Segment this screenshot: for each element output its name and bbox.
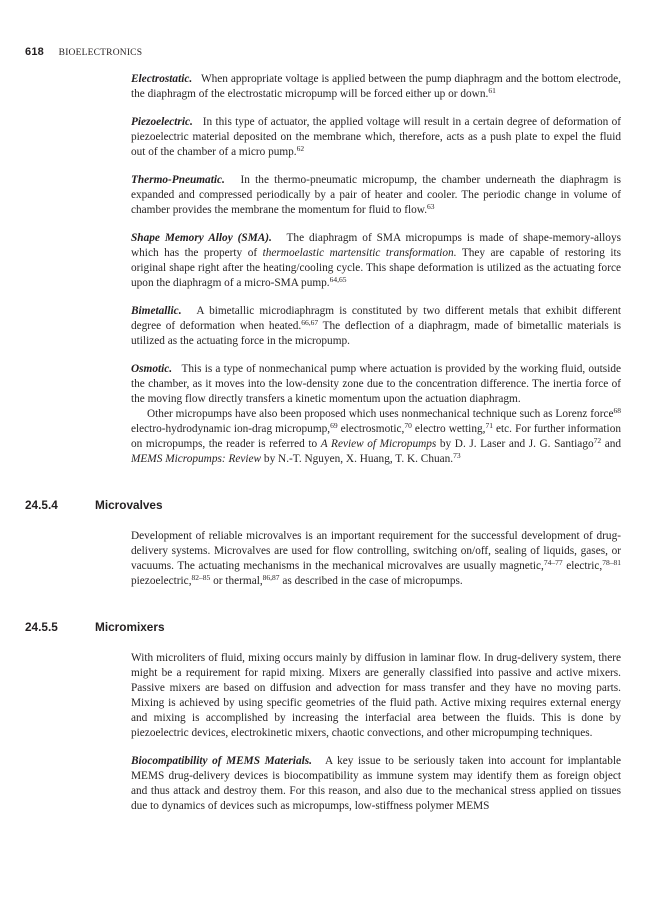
citation: 68 — [613, 406, 621, 415]
text: electro-hydrodynamic ion-drag micropump, — [131, 423, 331, 435]
paragraph-bimetallic — [131, 304, 621, 349]
running-head — [25, 46, 142, 58]
text: Other micropumps have also been proposed which uses nonmechanical technique such as Lorenz force — [147, 408, 614, 420]
running-title: BIOELECTRONICS — [58, 48, 143, 58]
section-heading-microvalves — [25, 498, 621, 513]
paragraph-thermo-pneumatic — [131, 173, 621, 218]
section-gap — [131, 480, 621, 498]
text: by N.-T. Nguyen, X. Huang, T. K. Chuan. — [263, 453, 454, 465]
term-electrostatic: Electrostatic. — [131, 73, 193, 85]
citation: 72 — [593, 436, 602, 445]
text: In this type of actuator, the applied voltage will result in a certain degree of deformation of piezoelectric material deposited on the membrane which, therefore, acts as a push plate to expel the fluid out of the chamber of a micro pump. — [131, 116, 621, 158]
text: The deflection of a diaphragm, made of bimetallic materials is utilized as the actuating force in the micropump. — [131, 320, 621, 347]
text: In the thermo-pneumatic micropump, the chamber underneath the diaphragm is expanded and compressed periodically by a pair of heater and cooler. The periodic change in volume of chamber provides the membrane the momentum for fluid to flow. — [131, 174, 621, 216]
paragraph-biocompatibility — [131, 754, 621, 814]
paragraph-piezoelectric — [131, 115, 621, 160]
term-piezoelectric: Piezoelectric. — [131, 116, 193, 128]
text: A key issue to be seriously taken into account for implantable MEMS drug-delivery devices is biocompatibility as immune system may identify them as foreign object and thus attack and destroy them. For this reason, and also due to the mechanical stress applied on tissues due to dynamics of devices such as micropumps, low-stiffness polymer MEMS — [131, 755, 621, 812]
section-title: Microvalves — [95, 498, 163, 512]
citation: 69 — [330, 421, 338, 430]
text: This is a type of nonmechanical pump where actuation is provided by the working fluid, outside the chamber, as it moves into the low-density zone due to the concentration difference. The inertia force of the moving flow directly transfers a kinetic momentum upon the actuation diaphragm. — [131, 363, 621, 405]
term-sma: Shape Memory Alloy (SMA). — [131, 232, 272, 244]
text: They are capable of restoring its original shape right after the heating/cooling cycle. This shape deformation is utilized as the actuating force upon the diaphragm of a micro-SMA pump. — [131, 247, 622, 289]
emphasis: MEMS Micropumps: Review — [131, 453, 262, 465]
paragraph-sma — [131, 231, 621, 291]
text: by D. J. Laser and J. G. Santiago — [439, 438, 594, 450]
citation: 61 — [488, 86, 496, 95]
citation: 71 — [485, 421, 493, 430]
section-number: 24.5.4 — [25, 498, 58, 512]
text: electrosmotic, — [340, 423, 405, 435]
citation: 74–77 — [543, 558, 563, 567]
paragraph-electrostatic — [131, 72, 621, 102]
page-body — [25, 72, 622, 827]
citation: 64,65 — [329, 275, 347, 284]
emphasis: thermoelastic martensitic transformation. — [262, 247, 457, 259]
section-gap — [131, 602, 621, 620]
section-number: 24.5.5 — [25, 620, 58, 634]
paragraph-other-micropumps — [131, 407, 621, 467]
citation: 66,67 — [301, 318, 319, 327]
text: When appropriate voltage is applied between the pump diaphragm and the bottom electrode, the diaphragm of the electrostatic micropump will be forced either up or down. — [131, 73, 621, 100]
text: A bimetallic microdiaphragm is constituted by two different metals that exhibit different degree of deformation when heated. — [131, 305, 621, 332]
paragraph-microvalves — [131, 529, 621, 589]
term-thermo-pneumatic: Thermo-Pneumatic. — [131, 174, 225, 186]
term-osmotic: Osmotic. — [131, 363, 173, 375]
text: or thermal, — [213, 575, 263, 587]
text: Development of reliable microvalves is an important requirement for the successful development of drug-delivery systems. Microvalves are used for flow controlling, switching on/off, sealing of liquids, gases, or vacuums. The actuating mechanisms in the mechanical microvalves are usually magnetic, — [131, 530, 621, 572]
citation: 73 — [453, 451, 461, 460]
text: With microliters of fluid, mixing occurs mainly by diffusion in laminar flow. In drug-delivery system, there might be a requirement for rapid mixing. Mixers are generally classified into passive and active mixers. Passive mixers are based on diffusion and advection for mass transfer and they have no moving parts. Mixing is achieved by using specific geometries of the fluid path. Active mixing requires external energy and mixing is accomplished by increasing the interfacial area between the fluids. This is done by piezoelectric devices, electrokinetic mixers, chaotic convections, and other micropumping techniques. — [131, 652, 621, 739]
citation: 86,87 — [262, 573, 280, 582]
paragraph-micromixers — [131, 651, 621, 741]
citation: 63 — [427, 202, 435, 211]
section-heading-micromixers — [25, 620, 621, 635]
text: as described in the case of micropumps. — [282, 575, 463, 587]
text: electro wetting, — [414, 423, 486, 435]
citation: 78–81 — [602, 558, 621, 567]
text: and — [604, 438, 622, 450]
emphasis: A Review of Micropumps — [320, 438, 437, 450]
text: piezoelectric, — [131, 575, 192, 587]
text: The diaphragm of SMA micropumps is made of shape-memory-alloys which has the property of — [131, 232, 621, 259]
citation: 62 — [296, 144, 305, 153]
text: etc. For further information on micropumps, the reader is referred to — [131, 423, 621, 450]
paragraph-osmotic — [131, 362, 621, 407]
text: electric, — [566, 560, 603, 572]
citation: 82–85 — [191, 573, 211, 582]
term-bimetallic: Bimetallic. — [131, 305, 182, 317]
citation: 70 — [404, 421, 412, 430]
section-title: Micromixers — [95, 620, 165, 634]
term-biocompatibility: Biocompatibility of MEMS Materials. — [131, 755, 312, 767]
page-number: 618 — [25, 46, 44, 58]
